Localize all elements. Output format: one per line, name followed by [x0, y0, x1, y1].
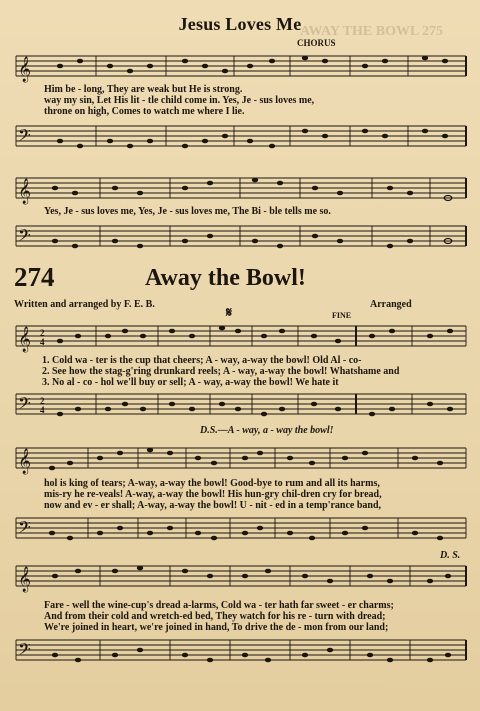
svg-text:𝄢: 𝄢 [18, 127, 31, 149]
svg-text:𝄞: 𝄞 [18, 448, 32, 473]
music-staff [0, 48, 480, 84]
fine-marking: FINE [332, 311, 352, 320]
svg-text:4: 4 [40, 337, 45, 347]
verse-line: now and ev - er shall; A-way, a-way the bowl! U - nit - ed in a temp'rance band, [44, 500, 382, 511]
music-staff [0, 386, 480, 426]
verse-line: Him be - long, They are weak but He is strong. [44, 84, 243, 95]
music-staff [0, 510, 480, 550]
svg-text:𝄞: 𝄞 [18, 566, 32, 591]
verse-line: Fare - well the wine-cup's dread a-larms, Cold wa - ter hath far sweet - er charms; [44, 600, 394, 611]
music-staff [0, 170, 480, 206]
svg-text:𝄞: 𝄞 [18, 326, 32, 351]
music-staff [0, 218, 480, 258]
svg-text:2: 2 [40, 328, 45, 338]
svg-text:𝄢: 𝄢 [18, 641, 31, 663]
author-credit: Written and arranged by F. E. B. [14, 299, 155, 310]
svg-text:𝄢: 𝄢 [18, 395, 31, 417]
music-staff [0, 318, 480, 354]
hymn-number: 274 [14, 262, 55, 292]
svg-text:𝄞: 𝄞 [18, 178, 32, 203]
music-staff [0, 118, 480, 158]
svg-text:𝄞: 𝄞 [18, 56, 32, 81]
bleed-through-text: AWAY THE BOWL 275 [300, 24, 444, 39]
verse-line: throne on high, Comes to watch me where I lie. [44, 106, 245, 117]
verse-line: way my sin, Let His lit - tle child come in. Yes, Je - sus loves me, [44, 95, 315, 106]
hymn-title: Away the Bowl! [145, 265, 306, 291]
segno-icon: 𝄋 [226, 306, 233, 321]
verse-line: 2. See how the stag-g'ring drunkard reels; A - way, a-way the bowl! Whatshame and [42, 366, 400, 377]
music-staff [0, 440, 480, 476]
verse-line: mis-ry he re-veals! A-way, a-way the bowl! His hun-gry chil-dren cry for bread, [44, 489, 382, 500]
ds-instruction: D.S.—A - way, a - way the bowl! [200, 425, 334, 436]
chorus-line: Yes, Je - sus loves me, Yes, Je - sus loves me, The Bi - ble tells me so. [44, 206, 331, 217]
verse-line: hol is king of tears; A-way, a-way the bowl! Good-bye to rum and all its harms, [44, 478, 380, 489]
svg-text:𝄢: 𝄢 [18, 519, 31, 541]
music-staff [0, 632, 480, 674]
svg-text:2: 2 [40, 396, 45, 406]
svg-text:4: 4 [40, 405, 45, 415]
arranger-credit: Arranged [370, 299, 412, 310]
verse-line: 1. Cold wa - ter is the cup that cheers; A - way, a-way the bowl! Old Al - co- [42, 355, 362, 366]
chorus-label: CHORUS [297, 38, 336, 48]
music-staff [0, 558, 480, 594]
ds-marking: D. S. [440, 550, 461, 561]
verse-line: 3. No al - co - hol we'll buy or sell; A - way, a-way the bowl! We hate it [42, 377, 339, 388]
hymn-title: Jesus Loves Me [178, 14, 302, 34]
verse-line: We're joined in heart, we're joined in hand, To drive the de - mon from our land; [44, 622, 389, 633]
svg-text:𝄢: 𝄢 [18, 227, 31, 249]
verse-line: And from their cold and wretch-ed bed, They watch for his re - turn with dread; [44, 611, 386, 622]
